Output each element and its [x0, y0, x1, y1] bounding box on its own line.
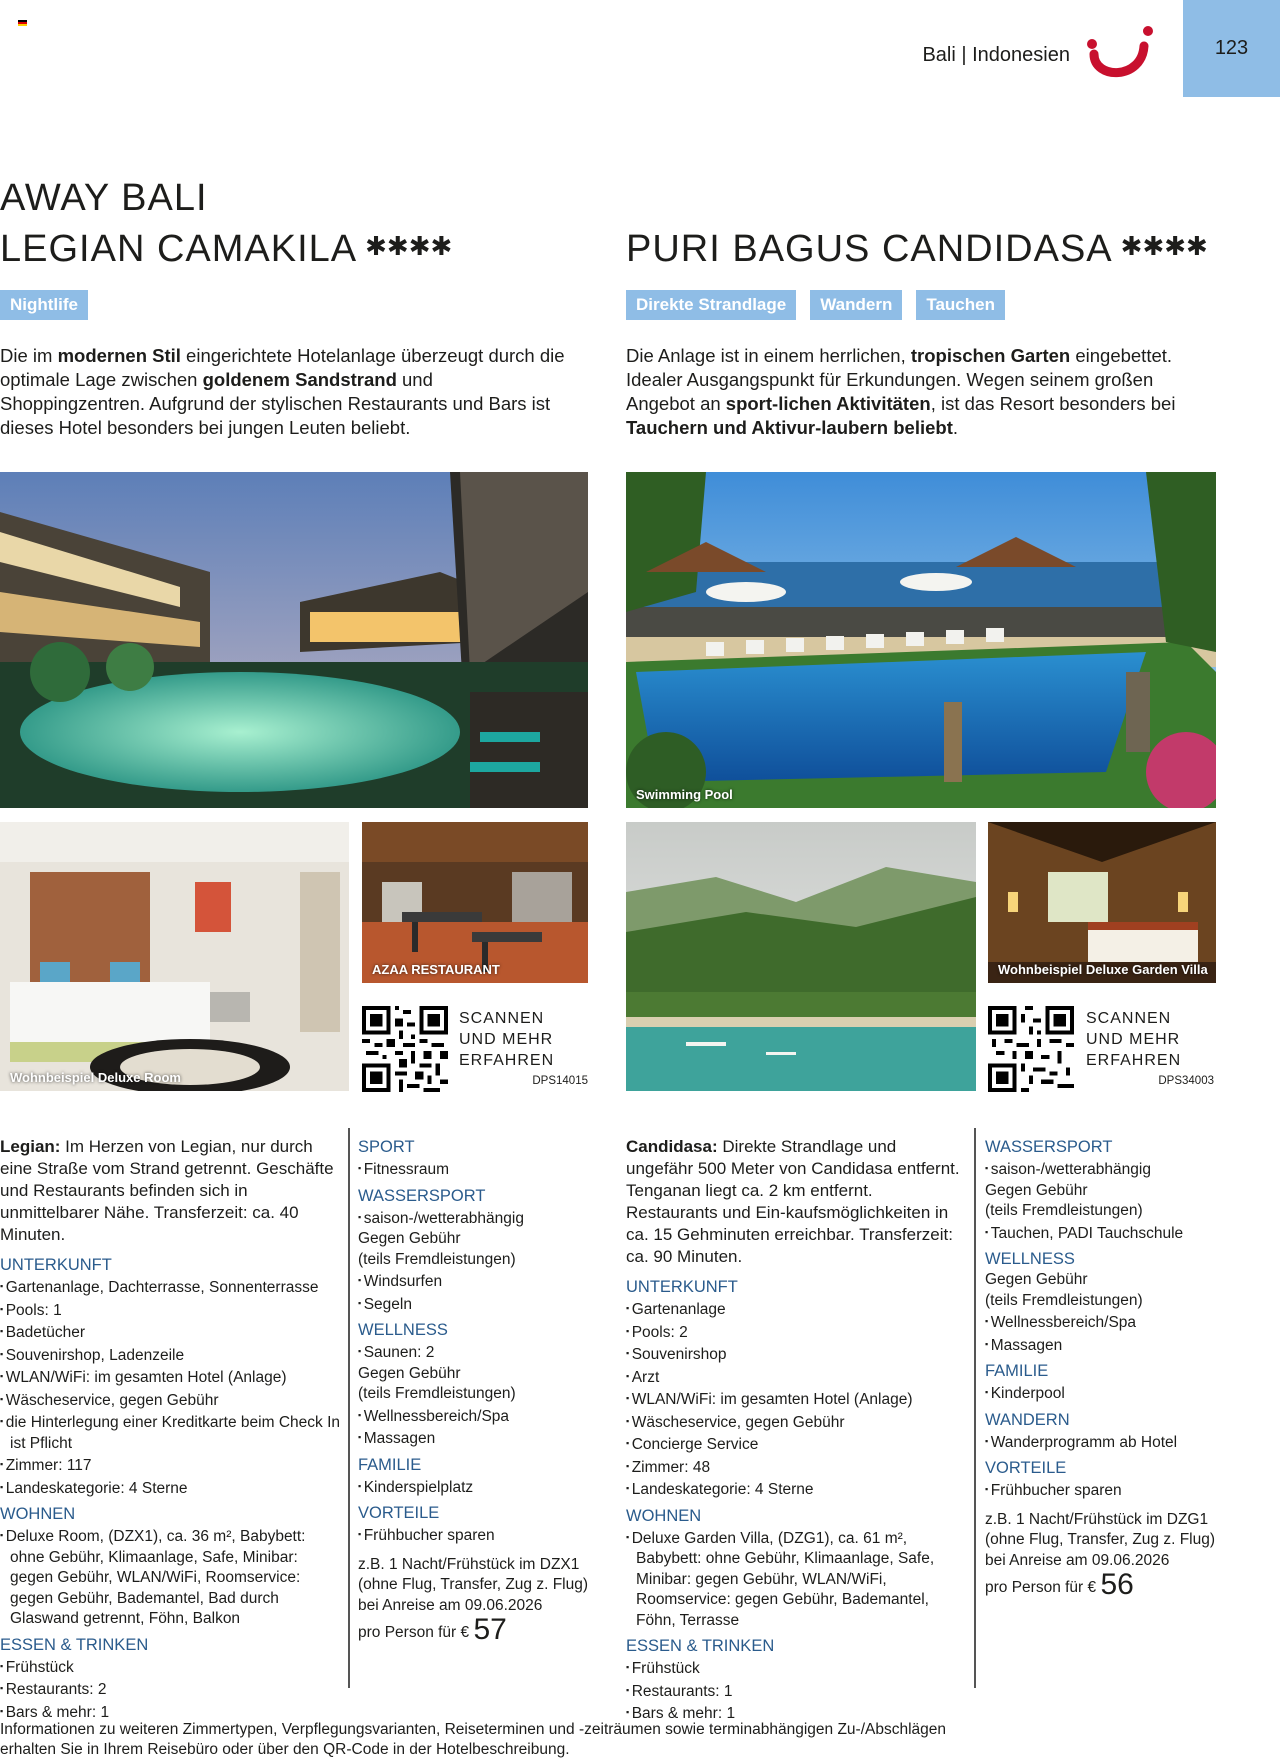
section-heading: WELLNESS	[985, 1250, 1075, 1268]
section-heading: UNTERKUNFT	[626, 1278, 738, 1296]
price-line: pro Person für € 57	[358, 1613, 507, 1646]
hotel-title-left	[0, 174, 600, 273]
section-heading: WASSERSPORT	[985, 1138, 1113, 1156]
hotel-details-left: Legian: Im Herzen von Legian, nur durch eine Straße vom Strand getrennt. Geschäfte und Restaurants befinden sich in unmittelbarer Nähe. Transferzeit: ca. 40 Minuten. UNTERKUNFT ▪ Gartenanlage, Dachterrasse, Sonnenterrasse ▪ Pools: 1 ▪ Badetücher ▪ Souvenirshop, Ladenzeile ▪ WLAN/WiFi: im gesamten Hotel (Anlage) ▪ Wäscheservice, gegen Gebühr ▪ die Hinterlegung einer Kreditkarte beim Check In ist Pflicht ▪ Zimmer: 117 ▪ Landeskategorie: 4 Sterne WOHNEN ▪ Deluxe Room, (DZX1), ca. 36 m², Babybett: ohne Gebühr, Klimaanlage, Safe, Minibar: gegen Gebühr, WLAN/WiFi, Roomservice: gegen Gebühr, Bademantel, Bad durch Glaswand getrennt, Föhn, Balkon ESSEN & TRINKEN ▪ Frühstück ▪ Restaurants: 2 ▪ Bars & mehr: 1	[0, 1136, 340, 1723]
column-divider	[348, 1128, 350, 1688]
destination-label: Bali | Indonesien	[922, 44, 1070, 66]
hotel-details-right: Candidasa: Direkte Strandlage und ungefähr 500 Meter von Candidasa entfernt. Tenganan liegt ca. 2 km entfernt. Restaurants und Ein-kaufsmöglichkeiten in ca. 15 Gehminuten erreichbar. Transferzeit: ca. 90 Minuten. UNTERKUNFT ▪ Gartenanlage ▪ Pools: 2 ▪ Souvenirshop ▪ Arzt ▪ WLAN/WiFi: im gesamten Hotel (Anlage) ▪ Wäscheservice, gegen Gebühr ▪ Concierge Service ▪ Zimmer: 48 ▪ Landeskategorie: 4 Sterne WOHNEN ▪ Deluxe Garden Villa, (DZG1), ca. 61 m², Babybett: ohne Gebühr, Klimaanlage, Safe, Minibar: gegen Gebühr, WLAN/WiFi, Roomservice: gegen Gebühr, Bademantel, Föhn, Terrasse ESSEN & TRINKEN ▪ Frühstück ▪ Restaurants: 1 ▪ Bars & mehr: 1	[626, 1136, 966, 1725]
tag-list-left	[0, 290, 88, 320]
photo-caption: Wohnbeispiel Deluxe Room	[10, 1070, 181, 1085]
section-heading: ESSEN & TRINKEN	[0, 1635, 149, 1654]
price-value: 56	[1100, 1568, 1134, 1601]
price-example: z.B. 1 Nacht/Frühstück im DZX1	[358, 1555, 580, 1573]
hotel-title-line2: LEGIAN CAMAKILA	[0, 228, 358, 270]
section-heading: VORTEILE	[985, 1459, 1067, 1477]
star-rating-icon: ✱✱✱✱	[365, 231, 453, 261]
tag-wandern: Wandern	[810, 290, 902, 320]
product-code-left: DPS14015	[532, 1075, 588, 1087]
section-heading: UNTERKUNFT	[0, 1256, 112, 1274]
section-heading: FAMILIE	[358, 1455, 422, 1474]
price-line: pro Person für € 56	[985, 1568, 1134, 1601]
hotel-title-line1: AWAY BALI	[0, 177, 208, 219]
section-heading: VORTEILE	[358, 1504, 440, 1522]
scan-hint-left: SCANNEN UND MEHR ERFAHREN	[459, 1010, 555, 1069]
star-rating-icon: ✱✱✱✱	[1120, 231, 1208, 261]
landscape-photo	[626, 822, 976, 1091]
section-heading: SPORT	[358, 1138, 415, 1156]
photo-caption: Swimming Pool	[636, 787, 733, 802]
footer-note: Informationen zu weiteren Zimmertypen, Verpflegungsvarianten, Reiseterminen und -zeiträumen sowie terminabhängigen Zu-/Abschlägen erhalten Sie in Ihrem Reisebüro oder über den QR-Code in der Hotelbeschreibung.	[0, 1721, 947, 1758]
section-heading: FAMILIE	[985, 1362, 1049, 1380]
hotel-amenities-left: SPORT ▪ Fitnessraum WASSERSPORT ▪ saison-/wetterabhängig Gegen Gebühr (teils Fremdleistungen) ▪ Windsurfen ▪ Segeln WELLNESS ▪ Saunen: 2 Gegen Gebühr (teils Fremdleistungen) ▪ Wellnessbereich/Spa ▪ Massagen FAMILIE ▪ Kinderspielplatz VORTEILE ▪ Frühbucher sparen z.B. 1 Nacht/Frühstück im DZX1 (ohne Flug, Transfer, Zug z. Flug) bei Anreise am 09.06.2026 pro Person für € 57	[358, 1136, 598, 1644]
hotel-title-right	[626, 222, 1266, 273]
section-heading: ESSEN & TRINKEN	[626, 1637, 775, 1655]
section-heading: WELLNESS	[358, 1321, 448, 1339]
villa-photo	[988, 822, 1216, 983]
hotel-pool-photo-right	[626, 472, 1216, 808]
photo-caption: AZAA RESTAURANT	[372, 962, 500, 977]
price-value: 57	[473, 1613, 507, 1646]
tag-tauchen: Tauchen	[916, 290, 1005, 320]
tag-direkte-strandlage: Direkte Strandlage	[626, 290, 796, 320]
qr-code-icon[interactable]	[362, 1006, 448, 1092]
section-heading: WASSERSPORT	[358, 1186, 486, 1205]
hotel-amenities-right: WASSERSPORT ▪ saison-/wetterabhängig Gegen Gebühr (teils Fremdleistungen) ▪ Tauchen, PADI Tauchschule WELLNESS Gegen Gebühr (teils Fremdleistungen) ▪ Wellnessbereich/Spa ▪ Massagen FAMILIE ▪ Kinderpool WANDERN ▪ Wanderprogramm ab Hotel VORTEILE ▪ Frühbucher sparen z.B. 1 Nacht/Frühstück im DZG1 (ohne Flug, Transfer, Zug z. Flug) bei Anreise am 09.06.2026 pro Person für € 56	[985, 1136, 1225, 1599]
tag-list-right	[626, 290, 1005, 320]
section-heading: WOHNEN	[0, 1505, 76, 1523]
tui-logo-icon[interactable]	[1086, 24, 1154, 82]
column-divider	[974, 1128, 976, 1688]
hotel-intro-left: Die im modernen Stil eingerichtete Hotelanlage überzeugt durch die optimale Lage zwischen goldenem Sandstrand und Shoppingzentren. Aufgrund der stylischen Restaurants und Bars ist dieses Hotel besonders bei jungen Leuten beliebt.	[0, 345, 565, 438]
flag-icon	[18, 20, 27, 26]
section-heading: WOHNEN	[626, 1506, 702, 1525]
hotel-title-name: PURI BAGUS CANDIDASA	[626, 228, 1113, 270]
room-photo-left	[0, 822, 349, 1091]
hotel-intro-right: Die Anlage ist in einem herrlichen, tropischen Garten eingebettet. Idealer Ausgangspunkt für Erkundungen. Wegen seinem großen Angebot an sport-lichen Aktivitäten, ist das Resort besonders bei Tauchern und Aktivur-laubern beliebt.	[626, 345, 1176, 438]
tag-nightlife: Nightlife	[0, 290, 88, 320]
photo-caption: Wohnbeispiel Deluxe Garden Villa	[998, 962, 1208, 977]
hotel-pool-photo-left	[0, 472, 588, 808]
price-example: z.B. 1 Nacht/Frühstück im DZG1	[985, 1510, 1209, 1528]
product-code-right: DPS34003	[1158, 1075, 1214, 1087]
page-number: 123	[1183, 0, 1280, 97]
section-heading: WANDERN	[985, 1410, 1070, 1429]
scan-hint-right: SCANNEN UND MEHR ERFAHREN	[1086, 1010, 1182, 1069]
restaurant-photo	[362, 822, 588, 983]
qr-code-icon[interactable]	[988, 1006, 1074, 1092]
